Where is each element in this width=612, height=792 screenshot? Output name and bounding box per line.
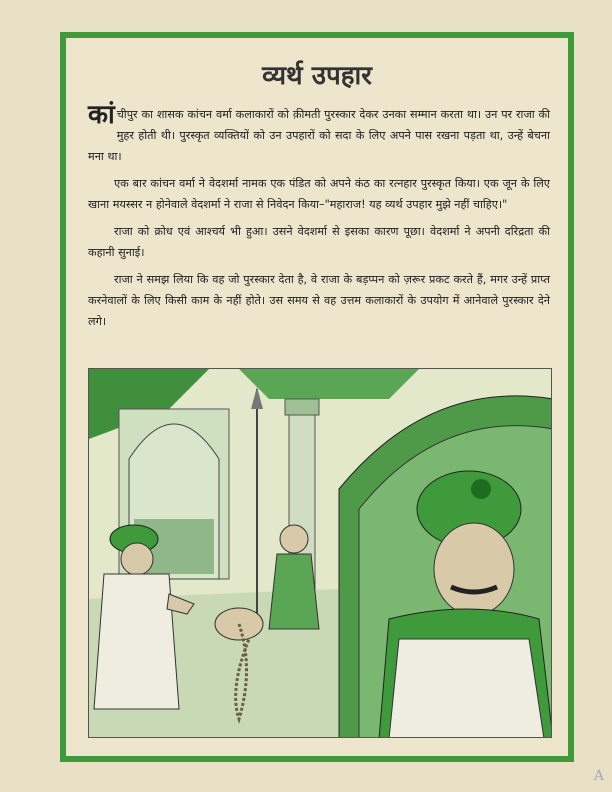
paragraph-3: राजा को क्रोध एवं आश्चर्य भी हुआ। उसने वेदशर्मा से इसका कारण पूछा। वेदशर्मा ने अपनी दरिद्रता की कहानी सुनाई। xyxy=(88,225,550,259)
story-illustration xyxy=(88,368,552,738)
story-text xyxy=(88,100,550,338)
king-and-pandit-illustration xyxy=(89,369,552,738)
paragraph-2: एक बार कांचन वर्मा ने वेदशर्मा नामक एक पंडित को अपने कंठ का रत्नहार पुरस्कृत किया। एक जून के लिए खाना मयस्सर न होनेवाले वेदशर्मा ने राजा से निवेदन किया–"महाराज! यह व्यर्थ उपहार मुझे नहीं चाहिए।" xyxy=(88,177,550,211)
corner-mark: A xyxy=(593,768,604,784)
paragraph-4: राजा ने समझ लिया कि वह जो पुरस्कार देता है, वे राजा के बड़प्पन को ज़रूर प्रकट करते हैं, मगर उन्हें प्राप्त करनेवालों के लिए किसी काम के नहीं होते। उस समय से वह उत्तम कलाकारों के उपयोग में आनेवाले पुरस्कार देने लगे। xyxy=(88,273,550,328)
story-frame xyxy=(60,32,574,762)
drop-cap: कां xyxy=(88,100,115,130)
paragraph-1 xyxy=(88,100,550,167)
story-title: व्यर्थ उपहार xyxy=(262,61,372,91)
paragraph-1-text: चीपुर का शासक कांचन वर्मा कलाकारों को क़ीमती पुरस्कार देकर उनका सम्मान करता था। उन पर राजा की मुहर होती थी। पुरस्कृत व्यक्तियों को उन उपहारों को सदा के लिए अपने पास रखना पड़ता था, उन्हें बेचना मना था। xyxy=(88,108,550,163)
